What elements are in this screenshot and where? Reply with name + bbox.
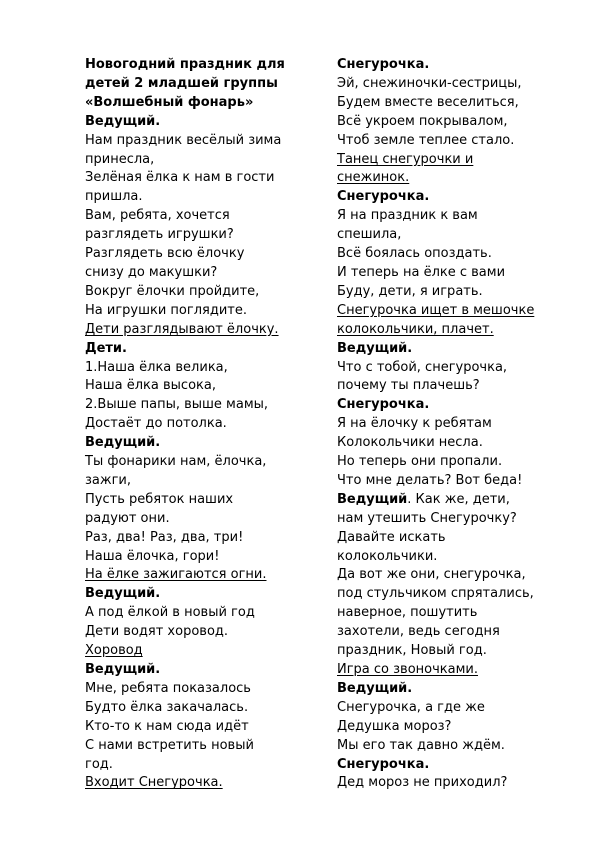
document-title-line: Новогодний праздник для bbox=[85, 57, 285, 72]
right-column-line: Я на ёлочку к ребятам bbox=[337, 416, 492, 432]
speaker-heading: Ведущий. bbox=[85, 435, 161, 451]
left-column-line: Ты фонарики нам, ёлочка, bbox=[85, 454, 267, 470]
right-column-line: Всё укроем покрывалом, bbox=[337, 113, 508, 129]
left-column-line: принесла, bbox=[85, 151, 155, 167]
stage-direction: Дети разглядывают ёлочку. bbox=[85, 321, 279, 337]
speaker-heading: Дети. bbox=[85, 340, 127, 356]
stage-direction: Хоровод bbox=[85, 643, 143, 659]
left-column-line: зажги, bbox=[85, 472, 132, 488]
speaker-heading: Снегурочка. bbox=[337, 57, 430, 72]
left-column-line: Нам праздник весёлый зима bbox=[85, 132, 282, 148]
right-column-line: Дедушка мороз? bbox=[337, 718, 452, 734]
right-column-line bbox=[337, 491, 565, 510]
stage-direction: Снегурочка ищет в мешочке bbox=[337, 302, 535, 318]
stage-direction: На ёлке зажигаются огни. bbox=[85, 567, 267, 583]
right-column-line: нам утешить Снегурочку? bbox=[337, 510, 517, 526]
stage-direction: колокольчики, плачет. bbox=[337, 321, 494, 337]
right-column-line: Я на праздник к вам bbox=[337, 208, 478, 224]
right-column-line: спешила, bbox=[337, 227, 402, 243]
right-column-line: Будем вместе веселиться, bbox=[337, 94, 519, 110]
speaker-name: Ведущий bbox=[337, 491, 408, 507]
speaker-heading: Ведущий. bbox=[85, 586, 161, 602]
right-column-line: Но теперь они пропали. bbox=[337, 454, 503, 470]
left-column-line: 1.Наша ёлка велика, bbox=[85, 359, 228, 375]
right-column-line: Всё боялась опоздать. bbox=[337, 246, 492, 262]
right-column-line: колокольчики. bbox=[337, 548, 438, 564]
left-column-line: Разглядеть всю ёлочку bbox=[85, 246, 245, 262]
speaker-heading: Снегурочка. bbox=[337, 189, 430, 205]
right-column-line: Давайте искать bbox=[337, 529, 446, 545]
left-column-line: Будто ёлка закачалась. bbox=[85, 699, 249, 715]
document-title-line: «Волшебный фонарь» bbox=[85, 94, 254, 110]
right-column-line: Что мне делать? Вот беда! bbox=[337, 472, 523, 488]
left-column-line: год. bbox=[85, 756, 113, 772]
left-column-line: Мне, ребята показалось bbox=[85, 680, 251, 696]
speaker-heading: Снегурочка. bbox=[337, 756, 430, 772]
left-column-line: радуют они. bbox=[85, 510, 170, 526]
line-text: . Как же, дети, bbox=[407, 491, 510, 507]
speaker-heading: Ведущий. bbox=[337, 340, 413, 356]
right-column-line: Буду, дети, я играть. bbox=[337, 283, 483, 299]
left-column-line: Достаёт до потолка. bbox=[85, 416, 227, 432]
left-column-line: На игрушки поглядите. bbox=[85, 302, 247, 318]
right-column-line: И теперь на ёлке с вами bbox=[337, 264, 506, 280]
stage-direction: Входит Снегурочка. bbox=[85, 775, 223, 791]
left-column-line: снизу до макушки? bbox=[85, 264, 218, 280]
right-column-line: наверное, пошутить bbox=[337, 605, 478, 621]
speaker-heading: Ведущий. bbox=[85, 113, 161, 129]
right-column-line: праздник, Новый год. bbox=[337, 643, 487, 659]
left-column-line: пришла. bbox=[85, 189, 143, 205]
left-column-line: 2.Выше папы, выше мамы, bbox=[85, 397, 269, 413]
left-column-line: А под ёлкой в новый год bbox=[85, 605, 255, 621]
left-column-line: Наша ёлка высока, bbox=[85, 378, 216, 394]
left-column-line: Пусть ребяток наших bbox=[85, 491, 234, 507]
right-column-line: Эй, снежиночки-сестрицы, bbox=[337, 75, 522, 91]
left-column-line: Раз, два! Раз, два, три! bbox=[85, 529, 244, 545]
left-column-line: Кто-то к нам сюда идёт bbox=[85, 718, 249, 734]
right-column-line: Снегурочка, а где же bbox=[337, 699, 485, 715]
right-column-line: Колокольчики несла. bbox=[337, 435, 483, 451]
right-column-line: захотели, ведь сегодня bbox=[337, 624, 500, 640]
left-column-line: Вам, ребята, хочется bbox=[85, 208, 230, 224]
speaker-heading: Ведущий. bbox=[85, 662, 161, 677]
stage-direction: Танец снегурочки и bbox=[337, 151, 474, 167]
left-column-line: Вокруг ёлочки пройдите, bbox=[85, 283, 260, 299]
right-column-line: Что с тобой, снегурочка, bbox=[337, 359, 508, 375]
right-column-line: Да вот же они, снегурочка, bbox=[337, 567, 526, 583]
right-column-line: почему ты плачешь? bbox=[337, 378, 480, 394]
stage-direction: снежинок. bbox=[337, 170, 410, 186]
left-column-line: Наша ёлочка, гори! bbox=[85, 548, 220, 564]
right-column-line: Мы его так давно ждём. bbox=[337, 737, 505, 753]
left-column-line: Зелёная ёлка к нам в гости bbox=[85, 170, 275, 186]
right-column-line: Чтоб земле теплее стало. bbox=[337, 132, 515, 148]
right-text-column bbox=[337, 56, 565, 793]
left-column-line: разглядеть игрушки? bbox=[85, 227, 234, 243]
speaker-heading: Ведущий. bbox=[337, 680, 413, 696]
left-column-line: С нами встретить новый bbox=[85, 737, 254, 753]
right-column-line: Дед мороз не приходил? bbox=[337, 775, 508, 791]
stage-direction: Игра со звоночками. bbox=[337, 662, 479, 677]
left-text-column bbox=[85, 56, 317, 793]
left-column-line: Дети водят хоровод. bbox=[85, 624, 229, 640]
speaker-heading: Снегурочка. bbox=[337, 397, 430, 413]
document-title-line: детей 2 младшей группы bbox=[85, 75, 278, 91]
right-column-line: под стульчиком спрятались, bbox=[337, 586, 534, 602]
